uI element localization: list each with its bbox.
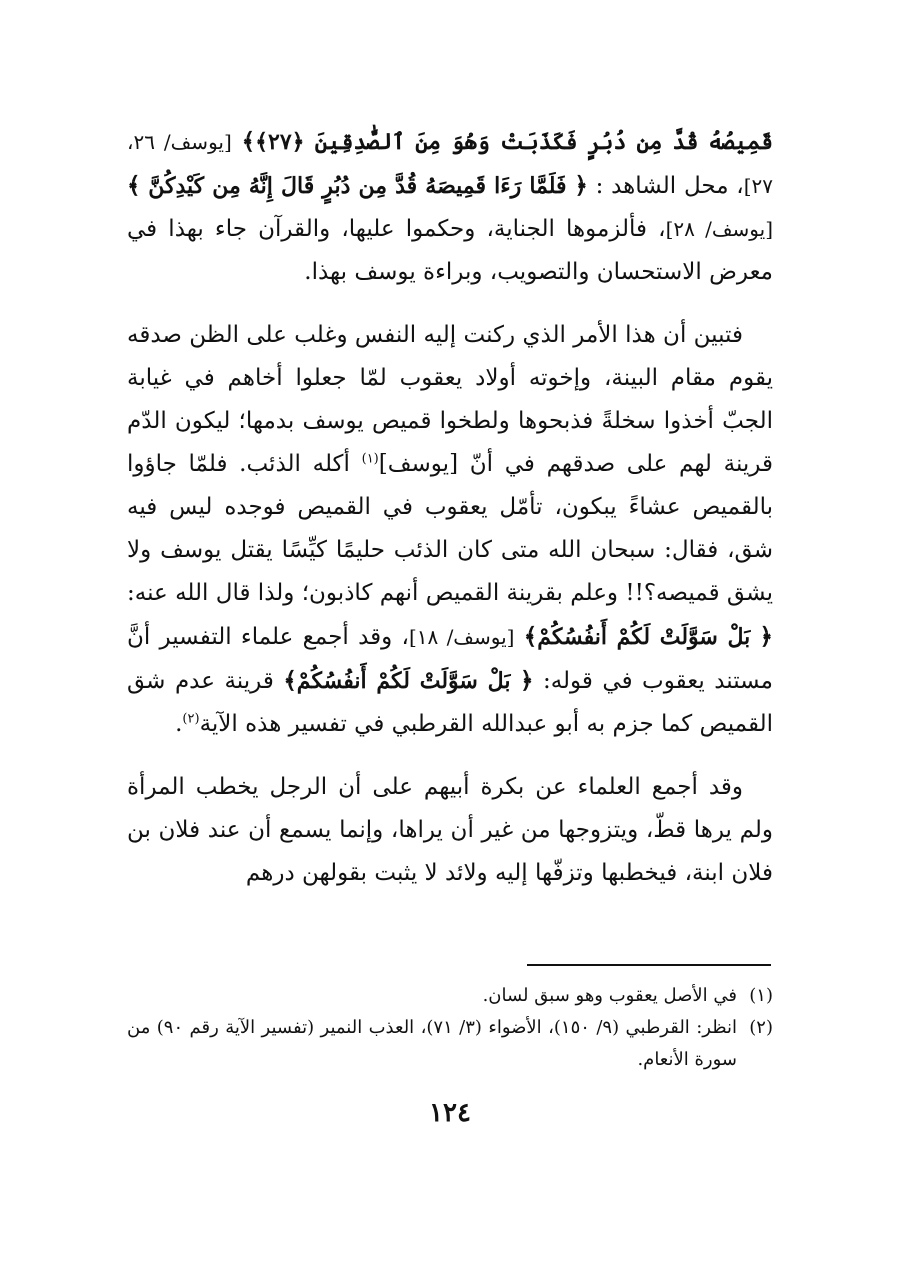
- quran-bracket-close: ﴾: [283, 667, 297, 694]
- footnote-text: في الأصل يعقوب وهو سبق لسان.: [482, 985, 737, 1006]
- footnote-marker[interactable]: (١): [361, 451, 379, 467]
- quran-bracket-open: ﴿: [759, 623, 774, 650]
- text-run: أكله الذئب. فلمّا جاؤوا بالقميص عشاءً يبكون، تأمّل يعقوب في القميص فوجده ليس فيه شق، فقال: سبحان الله متى كان الذئب حليمًا كيِّسًا يقتل يوسف ولا يشق قميصه؟!! وعلم بقرينة القميص أنهم كاذبون؛ ولذا قال الله عنه:: [127, 451, 773, 606]
- main-text: [127, 120, 773, 915]
- paragraph-2: [127, 314, 773, 746]
- quran-bracket-close: ﴾: [523, 623, 538, 650]
- footnote-number: (٢): [749, 1017, 773, 1038]
- paragraph-1: [127, 120, 773, 294]
- quran-verse: فَلَمَّا رَءَا قَمِيصَهُ قُدَّ مِن دُبُرٍ قَالَ إِنَّهُ مِن كَيْدِكُنَّ: [148, 173, 567, 199]
- quran-bracket-close: ﴾: [127, 172, 141, 199]
- paragraph-3: [127, 766, 773, 895]
- footnote-item: [127, 1012, 773, 1076]
- footnotes: [127, 980, 773, 1076]
- verse-reference: [يوسف/ ٢٨]: [665, 217, 773, 241]
- text-run: فتبين أن هذا الأمر الذي ركنت إليه النفس وغلب على الظن صدقه يقوم مقام البينة، وإخوته أولاد يعقوب لمّا جعلوا أخاهم في غيابة الجبّ أخذوا سخلةً فذبحوها ولطخوا قميص يوسف بدمها؛ ليكون الدّم قرينة لهم على صدقهم في أنّ [يوسف]: [127, 322, 773, 477]
- text-run: ، فألزموها الجناية، وحكموا عليها، والقرآن جاء بهذا في معرض الاستحسان والتصويب، وبراءة يوسف بهذا.: [127, 216, 773, 285]
- text-run: قرينة عدم شق القميص كما جزم به أبو عبدالله القرطبي في تفسير هذه الآية: [127, 668, 773, 737]
- quran-bracket-open: ﴿: [519, 667, 534, 694]
- footnote-number: (١): [749, 985, 773, 1006]
- footnote-marker[interactable]: (٢): [182, 711, 200, 727]
- quran-verse: بَلْ سَوَّلَتْ لَكُمْ أَنفُسُكُمْ: [296, 668, 511, 694]
- text-run: ، محل الشاهد :: [595, 173, 744, 199]
- quran-verse: بَلْ سَوَّلَتْ لَكُمْ أَنفُسُكُمْ: [537, 624, 751, 650]
- quran-bracket-open: ﴿: [574, 172, 588, 199]
- page-number: ١٢٤: [429, 1098, 471, 1128]
- footnote-separator: [527, 964, 771, 966]
- verse-reference: [يوسف/ ٢٦، ٢٧]: [127, 130, 774, 198]
- text-run: .: [175, 711, 183, 737]
- footnote-text: انظر: القرطبي (٩/ ١٥٠)، الأضواء (٣/ ٧١)، العذب النمير (تفسير الآية رقم ٩٠) من سورة الأنعام.: [127, 1017, 737, 1070]
- quran-verse: قَمِيصُهُ قُدَّ مِن دُبُرٍ فَكَذَبَتْ وَهُوَ مِنَ ٱلصَّٰدِقِينَ ﴿٢٧﴾: [255, 129, 774, 155]
- footnote-item: [127, 980, 773, 1012]
- quran-bracket-close: ﴾: [241, 128, 256, 155]
- text-run: ، وقد أجمع علماء التفسير أنَّ مستند يعقوب في قوله:: [127, 624, 774, 694]
- text-run: وقد أجمع العلماء عن بكرة أبيهم على أن الرجل يخطب المرأة ولم يرها قطّ، ويتزوجها من غير أن يراها، وإنما يسمع أن عند فلان بن فلان ابنة، فيخطبها وتزفّها إليه ولائد لا يثبت بقولهن درهم: [127, 774, 773, 886]
- verse-reference: [يوسف/ ١٨]: [408, 625, 515, 649]
